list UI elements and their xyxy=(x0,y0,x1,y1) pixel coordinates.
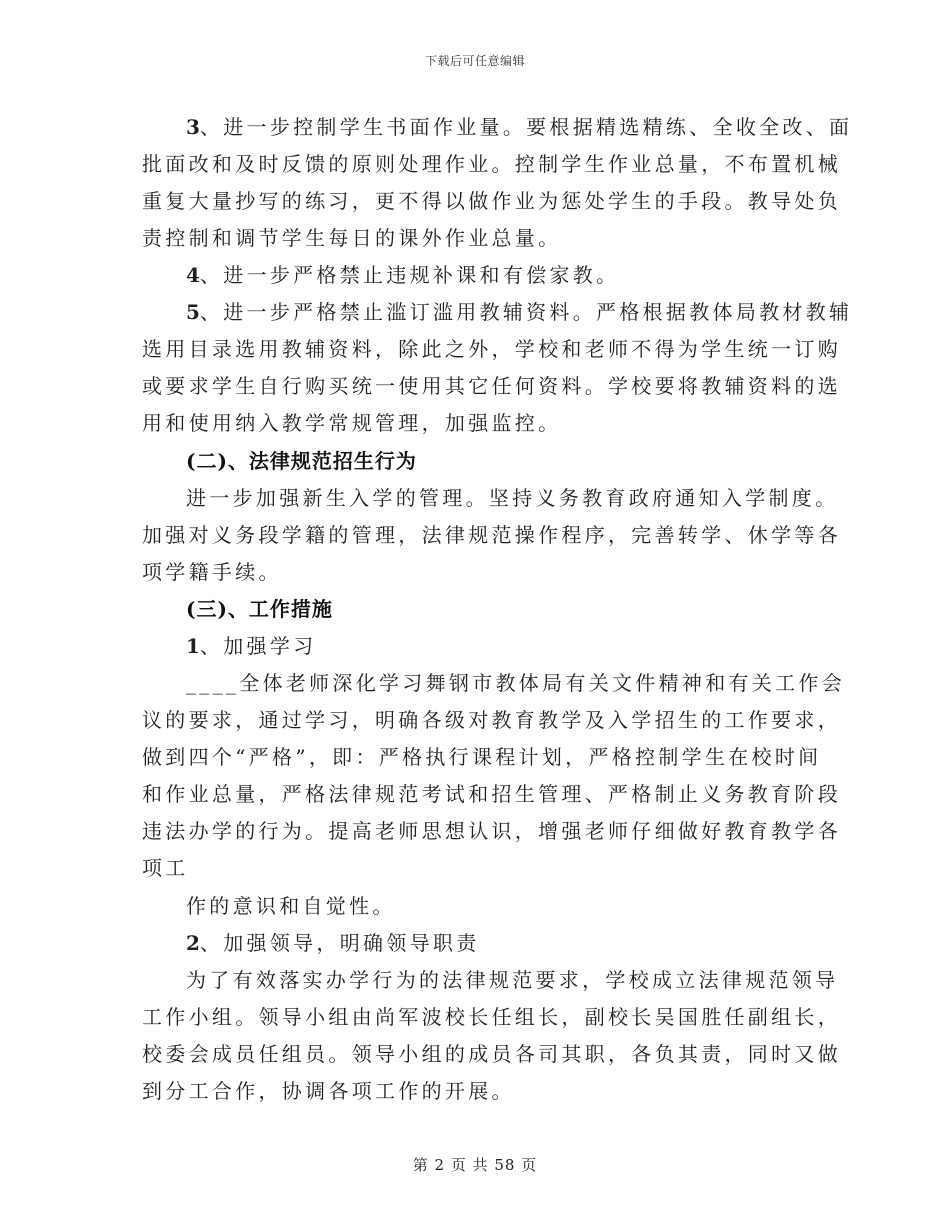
item-number: 2 xyxy=(186,931,200,955)
page-footer: 第 2 页 共 58 页 xyxy=(412,1156,538,1174)
sub-1-line-4: 和作业总量，严格法律规范考试和招生管理、严格制止义务教育阶段 xyxy=(142,782,841,806)
sub-2-line-4: 到分工合作，协调各项工作的开展。 xyxy=(142,1079,515,1103)
section-3-heading: (三)、工作措施 xyxy=(186,597,333,621)
item-3-line-2: 批面改和及时反馈的原则处理作业。控制学生作业总量，不布置机械 xyxy=(142,152,841,176)
sub-1-line-5: 违法办学的行为。提高老师思想认识，增强老师仔细做好教育教学各 xyxy=(142,819,841,843)
item-5-line-1: 5、进一步严格禁止滥订滥用教辅资料。严格根据教体局教材教辅 xyxy=(186,300,853,324)
sub-1-line-3: 做到四个“严格”，即：严格执行课程计划，严格控制学生在校时间 xyxy=(142,745,822,769)
section-2-line-1: 进一步加强新生入学的管理。坚持义务教育政府通知入学制度。 xyxy=(186,486,839,510)
section-2-line-3: 项学籍手续。 xyxy=(142,560,282,584)
item-number: 1 xyxy=(186,634,200,658)
page-header: 下载后可任意编辑 xyxy=(424,54,525,68)
section-2-heading: (二)、法律规范招生行为 xyxy=(186,449,417,473)
sub-1-line-6: 项工 xyxy=(142,856,189,880)
item-number: 4 xyxy=(186,263,200,287)
sub-1-line-2: 议的要求，通过学习，明确各级对教育教学及入学招生的工作要求， xyxy=(142,708,841,732)
item-5-line-2: 选用目录选用教辅资料，除此之外，学校和老师不得为学生统一订购 xyxy=(142,337,841,361)
item-number: 5 xyxy=(186,300,200,324)
sub-2-line-2: 工作小组。领导小组由尚军波校长任组长，副校长吴国胜任副组长， xyxy=(142,1005,841,1029)
item-5-line-4: 用和使用纳入教学常规管理，加强监控。 xyxy=(142,411,562,435)
item-5-line-3: 或要求学生自行购买统一使用其它任何资料。学校要将教辅资料的选 xyxy=(142,374,841,398)
item-number: 3 xyxy=(186,115,200,139)
sub-2-line-1: 为了有效落实办学行为的法律规范要求，学校成立法律规范领导 xyxy=(186,968,839,992)
item-3-line-3: 重复大量抄写的练习，更不得以做作业为惩处学生的手段。教导处负 xyxy=(142,189,841,213)
item-4-line-1: 4、进一步严格禁止违规补课和有偿家教。 xyxy=(186,263,620,287)
sub-2-line-3: 校委会成员任组员。领导小组的成员各司其职，各负其责，同时又做 xyxy=(142,1042,841,1066)
item-3-line-1: 3、进一步控制学生书面作业量。要根据精选精练、全收全改、面 xyxy=(186,115,853,139)
sub-1-title: 1、加强学习 xyxy=(186,634,317,658)
item-3-line-4: 责控制和调节学生每日的课外作业总量。 xyxy=(142,226,562,250)
sub-1-line-1: ____全体老师深化学习舞钢市教体局有关文件精神和有关工作会 xyxy=(186,671,845,695)
sub-2-title: 2、加强领导，明确领导职责 xyxy=(186,931,480,955)
section-2-line-2: 加强对义务段学籍的管理，法律规范操作程序，完善转学、休学等各 xyxy=(142,523,841,547)
sub-1-line-7: 作的意识和自觉性。 xyxy=(186,894,396,918)
